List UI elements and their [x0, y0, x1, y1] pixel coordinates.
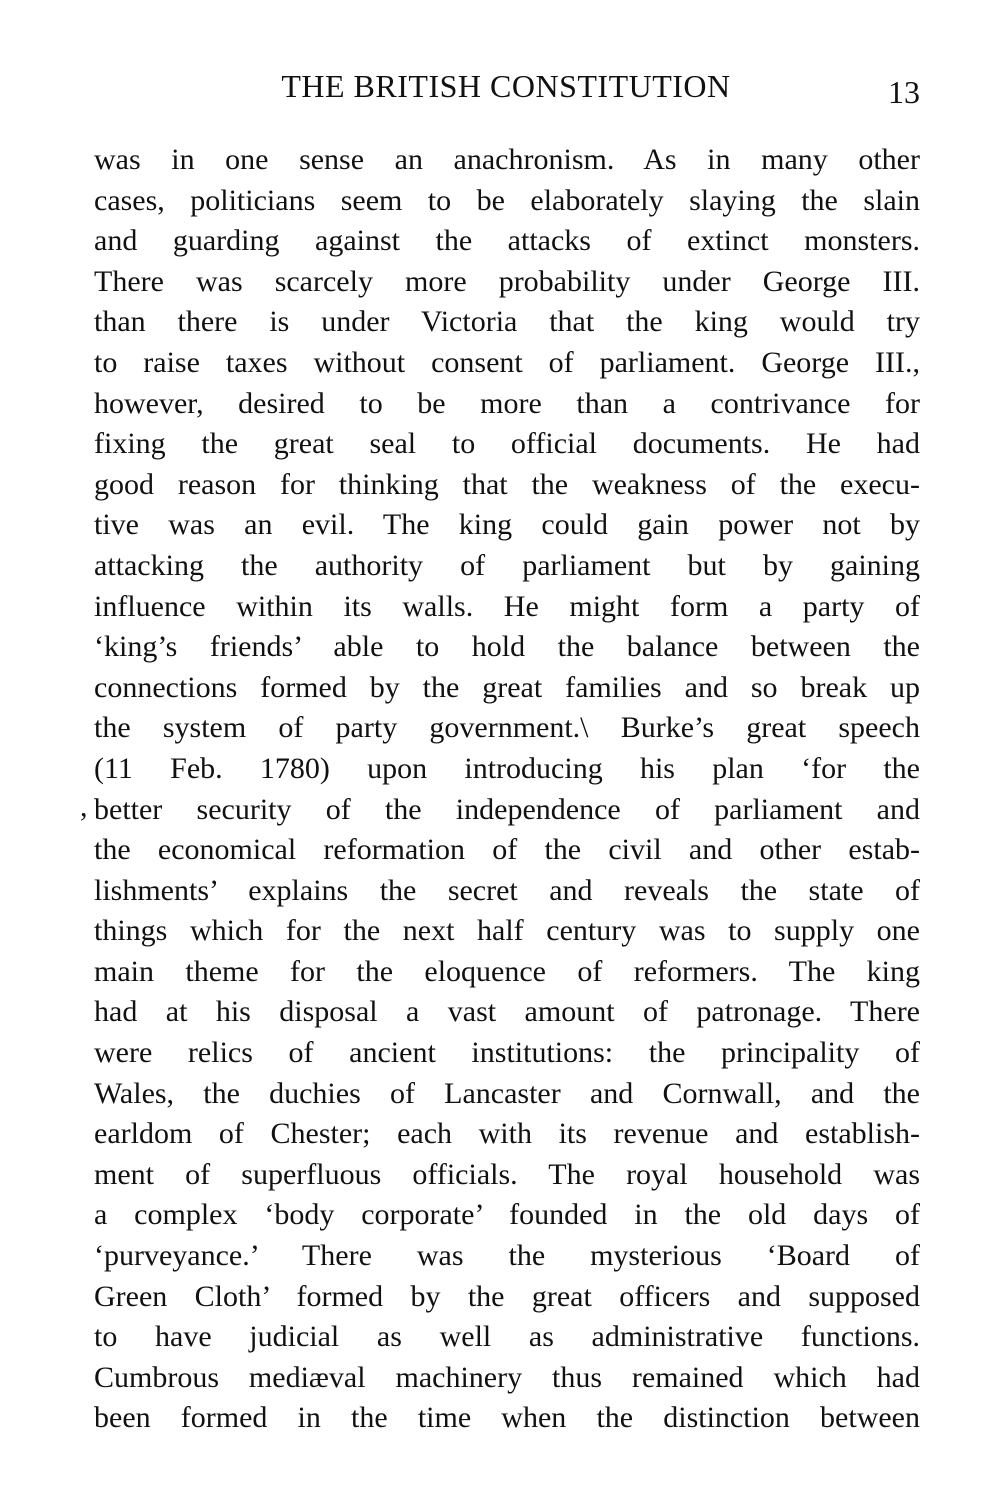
text-line: the economical reformation of the civil and other estab- — [94, 833, 920, 867]
text-line: influence within its walls. He might form a party of — [94, 589, 920, 623]
text-line: attacking the authority of parliament but by gaining — [94, 548, 920, 582]
text-line: main theme for the eloquence of reformers. The king — [94, 954, 920, 988]
text-line: tive was an evil. The king could gain power not by — [94, 508, 920, 542]
text-line: things which for the next half century was to supply one — [94, 914, 920, 948]
text-line: connections formed by the great families and so break up — [94, 670, 920, 704]
text-line: and guarding against the attacks of extinct monsters. — [94, 224, 920, 258]
text-line: were relics of ancient institutions: the principality of — [94, 1036, 920, 1070]
text-line: cases, politicians seem to be elaborately slaying the slain — [94, 183, 920, 217]
text-line: earldom of Chester; each with its revenue and establish- — [94, 1117, 920, 1151]
text-line: better security of the independence of parliament and — [94, 792, 920, 826]
text-line: fixing the great seal to official documents. He had — [94, 427, 920, 461]
text-line: (11 Feb. 1780) upon introducing his plan ‘for the — [94, 751, 920, 785]
text-line: ‘king’s friends’ able to hold the balance between the — [94, 630, 920, 664]
text-line: was in one sense an anachronism. As in many other — [94, 143, 920, 176]
text-line: ment of superfluous officials. The royal household was — [94, 1157, 920, 1191]
text-line: Green Cloth’ formed by the great officers and supposed — [94, 1279, 920, 1313]
text-line: to raise taxes without consent of parliament. George III., — [94, 345, 920, 379]
page-number: 13 — [888, 74, 920, 110]
text-line: been formed in the time when the distinction between — [94, 1401, 920, 1435]
page-header — [0, 68, 1000, 112]
text-line: There was scarcely more probability under George III. — [94, 264, 920, 298]
text-line: Wales, the duchies of Lancaster and Cornwall, and the — [94, 1076, 920, 1110]
text-line: a complex ‘body corporate’ founded in the old days of — [94, 1198, 920, 1232]
text-line: however, desired to be more than a contrivance for — [94, 386, 920, 420]
text-line: to have judicial as well as administrative functions. — [94, 1320, 920, 1354]
text-line: ‘purveyance.’ There was the mysterious ‘Board of — [94, 1239, 920, 1273]
margin-mark: , — [80, 790, 88, 823]
text-line: lishments’ explains the secret and reveals the state of — [94, 873, 920, 907]
running-title: THE BRITISH CONSTITUTION — [281, 68, 731, 104]
text-line: had at his disposal a vast amount of patronage. There — [94, 995, 920, 1029]
text-line: than there is under Victoria that the king would try — [94, 305, 920, 339]
text-line: Cumbrous mediæval machinery thus remained which had — [94, 1360, 920, 1394]
text-line: the system of party government.\ Burke’s great speech — [94, 711, 920, 745]
body-text — [94, 140, 920, 1439]
text-line: good reason for thinking that the weakness of the execu- — [94, 467, 920, 501]
